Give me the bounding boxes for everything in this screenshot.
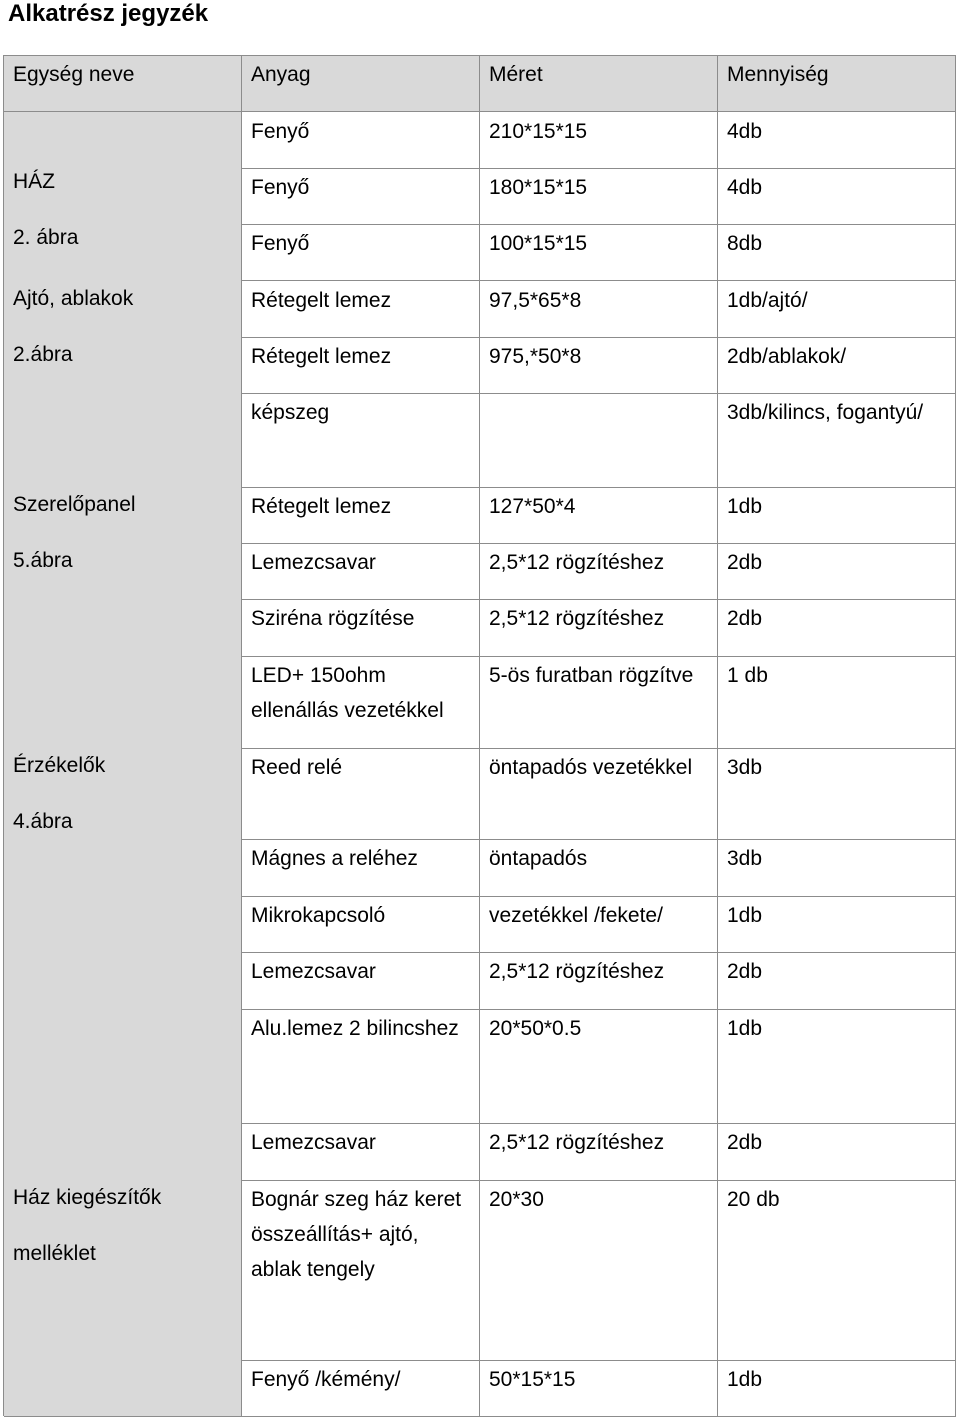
quantity-cell: 3db/kilincs, fogantyú/ — [718, 393, 956, 487]
table-row — [242, 168, 956, 225]
material-cell: Rétegelt lemez — [242, 337, 480, 393]
size-cell: 975,*50*8 — [480, 337, 718, 393]
page-title: Alkatrész jegyzék — [8, 0, 209, 27]
quantity-cell: 3db — [718, 839, 956, 896]
group-label: Szerelőpanel — [13, 493, 136, 516]
quantity-cell: 2db — [718, 543, 956, 599]
quantity-cell: 2db — [718, 952, 956, 1009]
group-sublabel: 2. ábra — [13, 226, 79, 249]
group-label: Ház kiegészítők — [13, 1186, 162, 1209]
header-unit-name: Egység neve — [4, 56, 242, 111]
table-row — [242, 393, 956, 488]
size-cell: öntapadós vezetékkel — [480, 748, 718, 839]
size-cell: 97,5*65*8 — [480, 281, 718, 337]
material-cell: képszeg — [242, 393, 480, 487]
table-row — [242, 839, 956, 897]
size-cell: öntapadós — [480, 839, 718, 896]
size-cell: 50*15*15 — [480, 1360, 718, 1416]
group-label: HÁZ — [13, 170, 55, 193]
group-label: Érzékelők — [13, 754, 106, 777]
size-cell: 2,5*12 rögzítéshez — [480, 599, 718, 656]
size-cell: 20*30 — [480, 1180, 718, 1360]
quantity-cell: 3db — [718, 748, 956, 839]
size-cell: 5-ös furatban rögzítve — [480, 656, 718, 748]
group-ajto-ablakok — [4, 281, 242, 488]
quantity-cell: 2db — [718, 1123, 956, 1180]
quantity-cell: 1db — [718, 487, 956, 543]
size-cell: vezetékkel /fekete/ — [480, 896, 718, 952]
size-cell: 210*15*15 — [480, 112, 718, 168]
material-cell: Fenyő — [242, 168, 480, 224]
group-sublabel: 2.ábra — [13, 343, 73, 366]
quantity-cell: 8db — [718, 224, 956, 280]
material-cell: Lemezcsavar — [242, 543, 480, 599]
material-cell: Lemezcsavar — [242, 1123, 480, 1180]
quantity-cell: 4db — [718, 168, 956, 224]
material-cell: Rétegelt lemez — [242, 487, 480, 543]
size-cell — [480, 393, 718, 487]
table-row — [242, 656, 956, 749]
material-cell: Mágnes a reléhez — [242, 839, 480, 896]
quantity-cell: 1db — [718, 896, 956, 952]
material-cell: Fenyő /kémény/ — [242, 1360, 480, 1416]
table-row — [242, 224, 956, 281]
quantity-cell: 20 db — [718, 1180, 956, 1360]
material-cell: Bognár szeg ház keret összeállítás+ ajtó, ablak tengely — [242, 1180, 480, 1360]
quantity-cell: 2db/ablakok/ — [718, 337, 956, 393]
group-erzekelok — [4, 748, 242, 1181]
quantity-cell: 2db — [718, 599, 956, 656]
material-cell: Sziréna rögzítése — [242, 599, 480, 656]
size-cell: 20*50*0.5 — [480, 1009, 718, 1123]
table-row — [242, 896, 956, 953]
material-cell: Reed relé — [242, 748, 480, 839]
size-cell: 2,5*12 rögzítéshez — [480, 952, 718, 1009]
size-cell: 180*15*15 — [480, 168, 718, 224]
group-label: Ajtó, ablakok — [13, 287, 134, 310]
header-material: Anyag — [242, 56, 480, 111]
material-cell: Rétegelt lemez — [242, 281, 480, 337]
material-cell: LED+ 150ohm ellenállás vezetékkel — [242, 656, 480, 748]
header-size: Méret — [480, 56, 718, 111]
material-cell: Alu.lemez 2 bilincshez — [242, 1009, 480, 1123]
quantity-cell: 1db/ajtó/ — [718, 281, 956, 337]
size-cell: 127*50*4 — [480, 487, 718, 543]
parts-table — [3, 55, 956, 1416]
group-sublabel: 5.ábra — [13, 549, 73, 572]
material-cell: Mikrokapcsoló — [242, 896, 480, 952]
group-sublabel: 4.ábra — [13, 810, 73, 833]
size-cell: 100*15*15 — [480, 224, 718, 280]
group-haz-kiegeszitok — [4, 1180, 242, 1417]
quantity-cell: 1 db — [718, 656, 956, 748]
table-row — [242, 1009, 956, 1124]
table-row — [242, 337, 956, 394]
table-row — [242, 543, 956, 600]
material-cell: Lemezcsavar — [242, 952, 480, 1009]
table-row — [242, 1180, 956, 1361]
group-sublabel: melléklet — [13, 1242, 96, 1265]
table-row — [242, 599, 956, 657]
table-row — [242, 748, 956, 840]
table-row — [242, 281, 956, 338]
quantity-cell: 1db — [718, 1009, 956, 1123]
size-cell: 2,5*12 rögzítéshez — [480, 1123, 718, 1180]
table-row — [242, 112, 956, 169]
table-row — [242, 487, 956, 544]
quantity-cell: 4db — [718, 112, 956, 168]
group-szerelopanel — [4, 487, 242, 749]
table-row — [242, 1123, 956, 1181]
material-cell: Fenyő — [242, 112, 480, 168]
size-cell: 2,5*12 rögzítéshez — [480, 543, 718, 599]
table-header-row — [4, 56, 956, 112]
material-cell: Fenyő — [242, 224, 480, 280]
header-quantity: Mennyiség — [718, 56, 956, 111]
table-row — [242, 1360, 956, 1417]
quantity-cell: 1db — [718, 1360, 956, 1416]
table-row — [242, 952, 956, 1010]
